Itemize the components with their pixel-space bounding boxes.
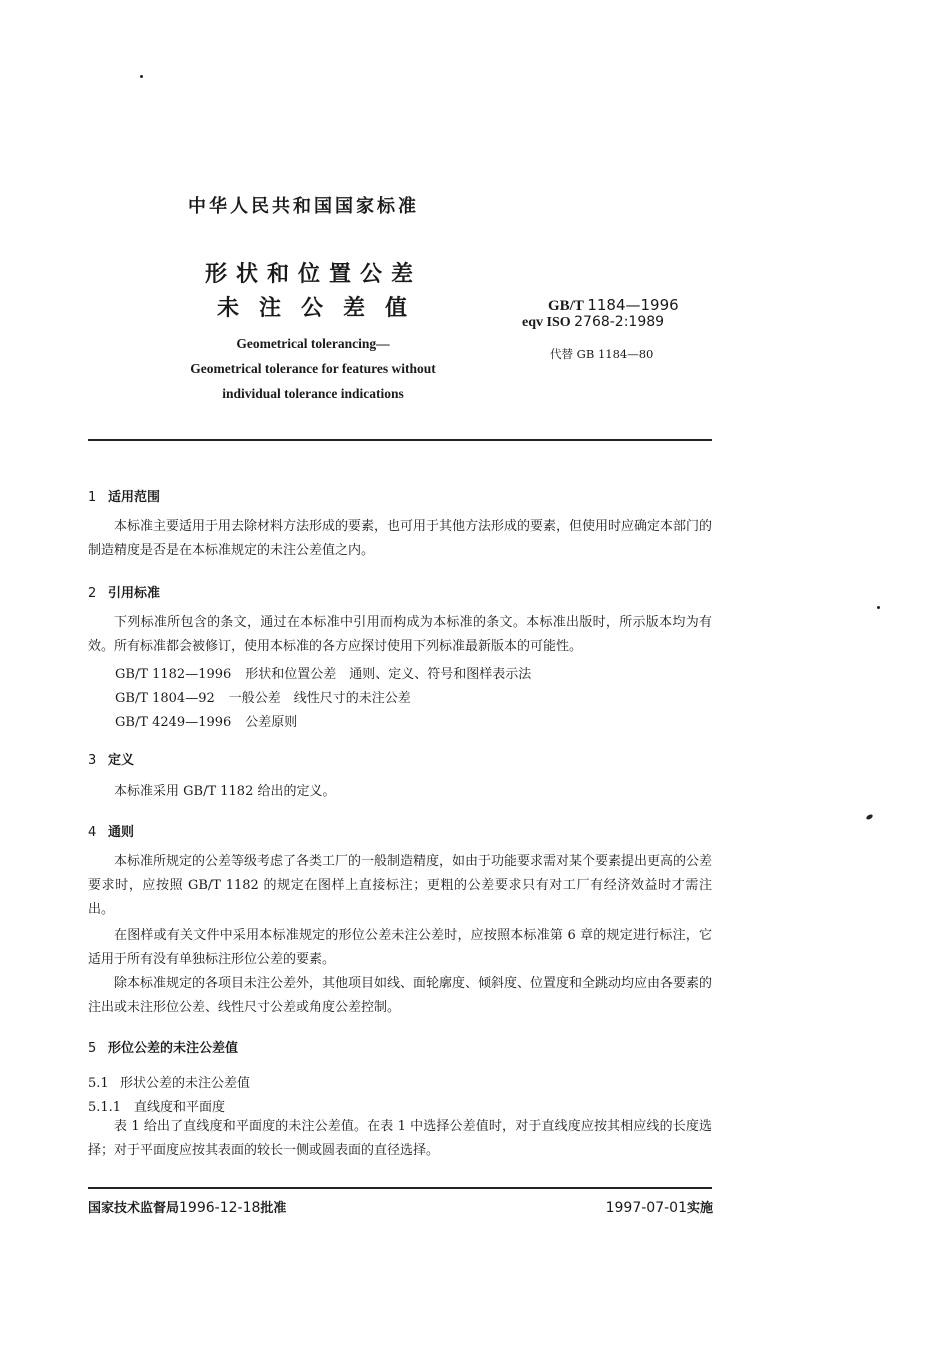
subsection-number: 5.1.1 (88, 1100, 122, 1115)
reference-item (115, 687, 411, 706)
reference-code: GB/T 1182—1996 (115, 667, 232, 682)
header-divider (88, 439, 712, 441)
section-1-paragraph: 本标准主要适用于用去除材料方法形成的要素，也可用于其他方法形成的要素，但使用时应确定本部门的制造精度是否是在本标准规定的未注公差值之内。 (88, 519, 713, 558)
standard-code-number: 1184—1996 (587, 296, 679, 314)
section-title: 适用范围 (108, 490, 161, 505)
section-title: 形位公差的未注公差值 (108, 1041, 239, 1056)
subsection-5-1-1-heading (88, 1096, 225, 1115)
section-number: 4 (88, 825, 97, 840)
subsection-5-1-heading (88, 1072, 250, 1091)
reference-title: 一般公差 线性尺寸的未注公差 (228, 691, 411, 706)
reference-title: 公差原则 (245, 715, 298, 730)
title-cn-line1: 形状和位置公差 (205, 262, 423, 287)
section-2-paragraph: 下列标准所包含的条文，通过在本标准中引用而构成为本标准的条文。本标准出版时，所示版本均为有效。所有标准都会被修订，使用本标准的各方应探讨使用下列标准最新版本的可能性。 (88, 615, 712, 654)
section-2-heading (88, 582, 160, 601)
section-number: 1 (88, 490, 97, 505)
section-number: 5 (88, 1041, 97, 1056)
footer-approval (88, 1197, 286, 1216)
section-number: 2 (88, 586, 97, 601)
title-en-line1: Geometrical tolerancing— (236, 336, 390, 351)
section-4-heading (88, 821, 134, 840)
title-en-line3: individual tolerance indications (222, 386, 404, 401)
section-3-heading (88, 749, 134, 768)
reference-item (115, 663, 531, 682)
reference-item (115, 711, 297, 730)
section-5-heading (88, 1037, 238, 1056)
section-title: 引用标准 (108, 586, 161, 601)
subsection-title: 直线度和平面度 (134, 1100, 226, 1115)
equivalent-standard (522, 314, 664, 331)
effective-label: 实施 (686, 1201, 713, 1216)
scan-speck (865, 814, 873, 821)
national-standard-heading: 中华人民共和国国家标准 (188, 196, 419, 217)
effective-date: 1997-07-01 (605, 1200, 687, 1216)
footer-divider (88, 1187, 712, 1189)
subsection-title: 形状公差的未注公差值 (120, 1076, 251, 1091)
approval-date: 1996-12-18 (179, 1200, 261, 1216)
standard-code (548, 296, 679, 315)
reference-code: GB/T 4249—1996 (115, 715, 232, 730)
footer-effective (606, 1197, 713, 1216)
title-en-line2: Geometrical tolerance for features without (190, 361, 436, 376)
section-4-paragraph-2: 在图样或有关文件中采用本标准规定的形位公差未注公差时，应按照本标准第 6 章的规定进行标注，它适用于所有没有单独标注形位公差的要素。 (88, 928, 712, 967)
subsection-number: 5.1 (88, 1076, 109, 1091)
section-5-paragraph: 表 1 给出了直线度和平面度的未注公差值。在表 1 中选择公差值时，对于直线度应按其相应线的长度选择；对于平面度应按其表面的较长一侧或圆表面的直径选择。 (88, 1119, 712, 1158)
issuer: 国家技术监督局 (88, 1201, 180, 1216)
section-title: 通则 (108, 825, 135, 840)
reference-code: GB/T 1804—92 (115, 691, 215, 706)
section-4-paragraph-1: 本标准所规定的公差等级考虑了各类工厂的一般制造精度，如由于功能要求需对某个要素提出更高的公差要求时，应按照 GB/T 1182 的规定在图样上直接标注；更粗的公差要求只有对工厂有经济效益时才需注出。 (88, 854, 713, 917)
title-cn-line2: 未注公差值 (217, 296, 428, 321)
eqv-prefix: eqv ISO (522, 315, 571, 330)
section-title: 定义 (108, 753, 135, 768)
approval-label: 批准 (260, 1201, 287, 1216)
reference-title: 形状和位置公差 通则、定义、符号和图样表示法 (245, 667, 532, 682)
eqv-number: 2768-2:1989 (574, 314, 665, 330)
section-1-heading (88, 486, 160, 505)
scan-speck (877, 606, 880, 609)
standard-code-prefix: GB/T (548, 298, 584, 314)
section-4-paragraph-3: 除本标准规定的各项目未注公差外，其他项目如线、面轮廓度、倾斜度、位置度和全跳动均应由各要素的注出或未注形位公差、线性尺寸公差或角度公差控制。 (88, 976, 713, 1015)
scan-speck (140, 75, 143, 78)
section-3-paragraph: 本标准采用 GB/T 1182 给出的定义。 (114, 784, 336, 799)
replaces-note: 代替 GB 1184—80 (550, 347, 654, 361)
section-number: 3 (88, 753, 97, 768)
